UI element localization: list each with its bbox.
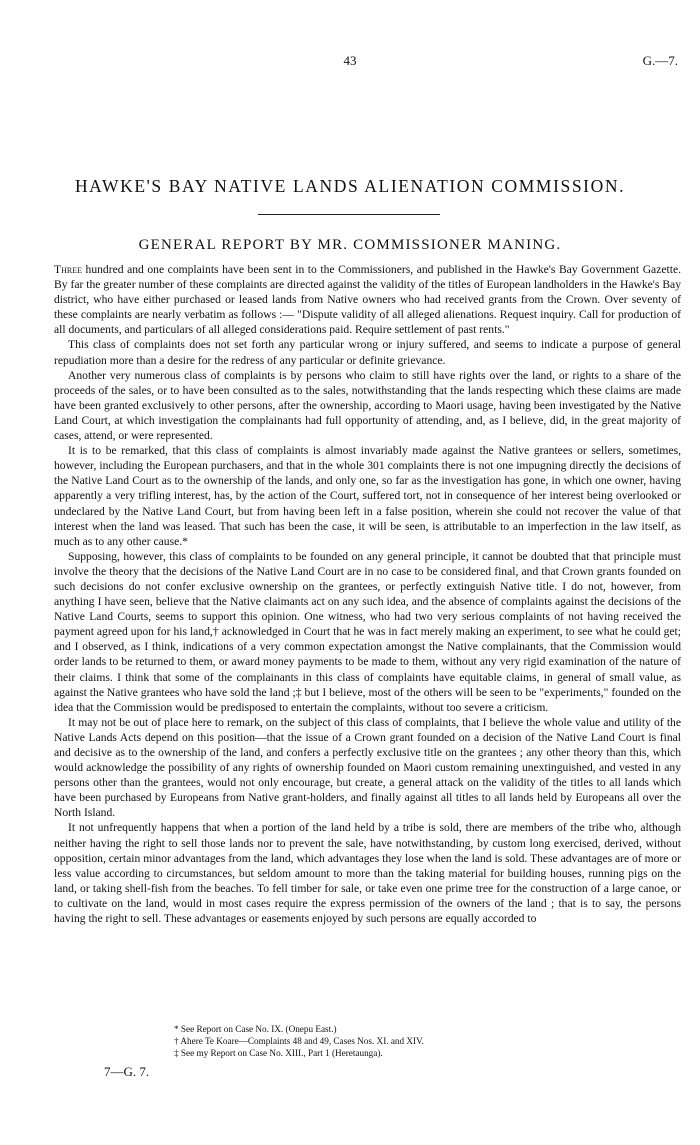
paragraph: It not unfrequently happens that when a portion of the land held by a tribe is sold, there are members of the tribe who, although neither having the right to sell those lands nor to prevent the sale, have notwithstanding, by custom long exercised, derived, without opposition, certain minor advantages from the land, which advantages they lose when the land is sold. These advantages are of more or less value according to circumstances, but seldom amount to more than the taking material for building houses, running pigs on the land, or taking shell-fish from the beaches. To fell timber for sale, or take even one prime tree for the construction of a large canoe, or to cultivate on the land, would in most cases require the express permission of the owners of the land ; that is to say, the persons having the right to sell. These advantages or easements enjoyed by such persons are equally accorded to	[54, 821, 681, 926]
paragraph: Supposing, however, this class of complaints to be founded on any general principle, it cannot be doubted that that principle must involve the theory that the decisions of the Native Land Court are in no case to be considered final, and that Crown grants founded on such decisions do not confer exclusive ownership on the grantees, or perfectly extinguish Native title. I do not, however, from anything I have seen, believe that the Native claimants act on any such idea, and the absence of complaints against the decisions of the Native Land Courts, seems to support this opinion. One witness, who had two very serious complaints of not having received the payment agreed upon for his land,† acknowledged in Court that he was in fact merely making an experiment, to see what he could get; and I observed, as I think, indications of a very common expectation amongst the Native complainants, that the Commission would order lands to be returned to them, or award money payments to be made to them, without any very rigid examination of the nature of their claims. I think that some of the complainants in this class of complaints have equitable claims, in general of small value, as against the Native grantees who have sold the land ;‡ but I believe, most of the others will be seen to be "experiments," founded on the idea that the Commission would be predisposed to entertain the complaints, without too severe a criticism.	[54, 549, 681, 714]
paragraph: It may not be out of place here to remark, on the subject of this class of complaints, that I believe the whole value and utility of the Native Lands Acts depend on this position—that the issue of a Crown grant founded on a decision of the Native Land Court is final and decisive as to the ownership of the land, and confers a perfectly exclusive title on the grantees ; any other theory than this, which would acknowledge the possibility of any rights of ownership founded on Maori custom remaining unextinguished, and vested in any persons other than the grantees, would not only encourage, but create, a general attack on the validity of the titles to all lands which have been purchased by Europeans from Native grant-holders, and finally against all titles to all lands held by Europeans all over the North Island.	[54, 715, 681, 820]
page-reference: G.—7.	[642, 53, 678, 68]
report-subtitle: GENERAL REPORT BY MR. COMMISSIONER MANING.	[138, 237, 562, 253]
footnote: ‡ See my Report on Case No. XIII., Part 1 (Heretaunga).	[174, 1047, 383, 1058]
paragraph	[54, 262, 681, 337]
signature-mark: 7—G. 7.	[104, 1064, 150, 1079]
paragraph: Another very numerous class of complaints is by persons who claim to still have rights over the land, or rights to a share of the proceeds of the sales, or to have been consulted as to the sales, notwithstanding that the lands respecting which these claims are made have been granted exclusively to other persons, after the ownership, according to Maori usage, having been investigated by the Native Land Court, at which investigation the complainants had full opportunity of attending, and, as I believe, did, in the great majority of cases, attend, or were represented.	[54, 368, 681, 443]
page-number: 43	[343, 53, 357, 68]
document-title: HAWKE'S BAY NATIVE LANDS ALIENATION COMMISSION.	[74, 176, 626, 196]
paragraph-lead: Three	[54, 263, 82, 276]
report-body	[54, 262, 681, 926]
paragraph-text: hundred and one complaints have been sent in to the Commissioners, and published in the Hawke's Bay Government Gazette. By far the greater number of these complaints are directed against the validity of the titles of European landholders in the Hawke's Bay district, who have either purchased or leased lands from Native owners who had received grants from the Crown. Over seventy of these complaints are nearly verbatim as follows :— "Dispute validity of all alleged alienations. Request inquiry. Call for production of all documents, and particulars of all alleged considerations paid. Require settlement of past rents."	[54, 263, 681, 337]
paragraph: It is to be remarked, that this class of complaints is almost invariably made against the Native grantees or sellers, sometimes, however, including the European purchasers, and that in the whole 301 complaints there is not one impugning directly the decisions of the Native Land Court as to the ownership of the lands, and only one, so far as the investigation has gone, in which one owner, having apparently a very trifling interest, has, by the action of the Court, suffered tort, not in consequence of her interest being overlooked or undeclared by the Native Land Court, but from having been left in a false position, wherein she could not recover the value of that interest when the land was leased. That such has been the case, it will be seen, is attributable to an imperfection in the law itself, as much as to any other cause.*	[54, 444, 681, 548]
paragraph: This class of complaints does not set forth any particular wrong or injury suffered, and seems to indicate a purpose of general repudiation more than a desire for the redress of any particular or definite grievance.	[54, 338, 681, 367]
footnotes	[174, 1024, 424, 1059]
title-rule	[258, 214, 440, 215]
footnote: † Ahere Te Koare—Complaints 48 and 49, Cases Nos. XI. and XIV.	[174, 1035, 424, 1046]
footnote: * See Report on Case No. IX. (Onepu East.)	[174, 1024, 337, 1034]
